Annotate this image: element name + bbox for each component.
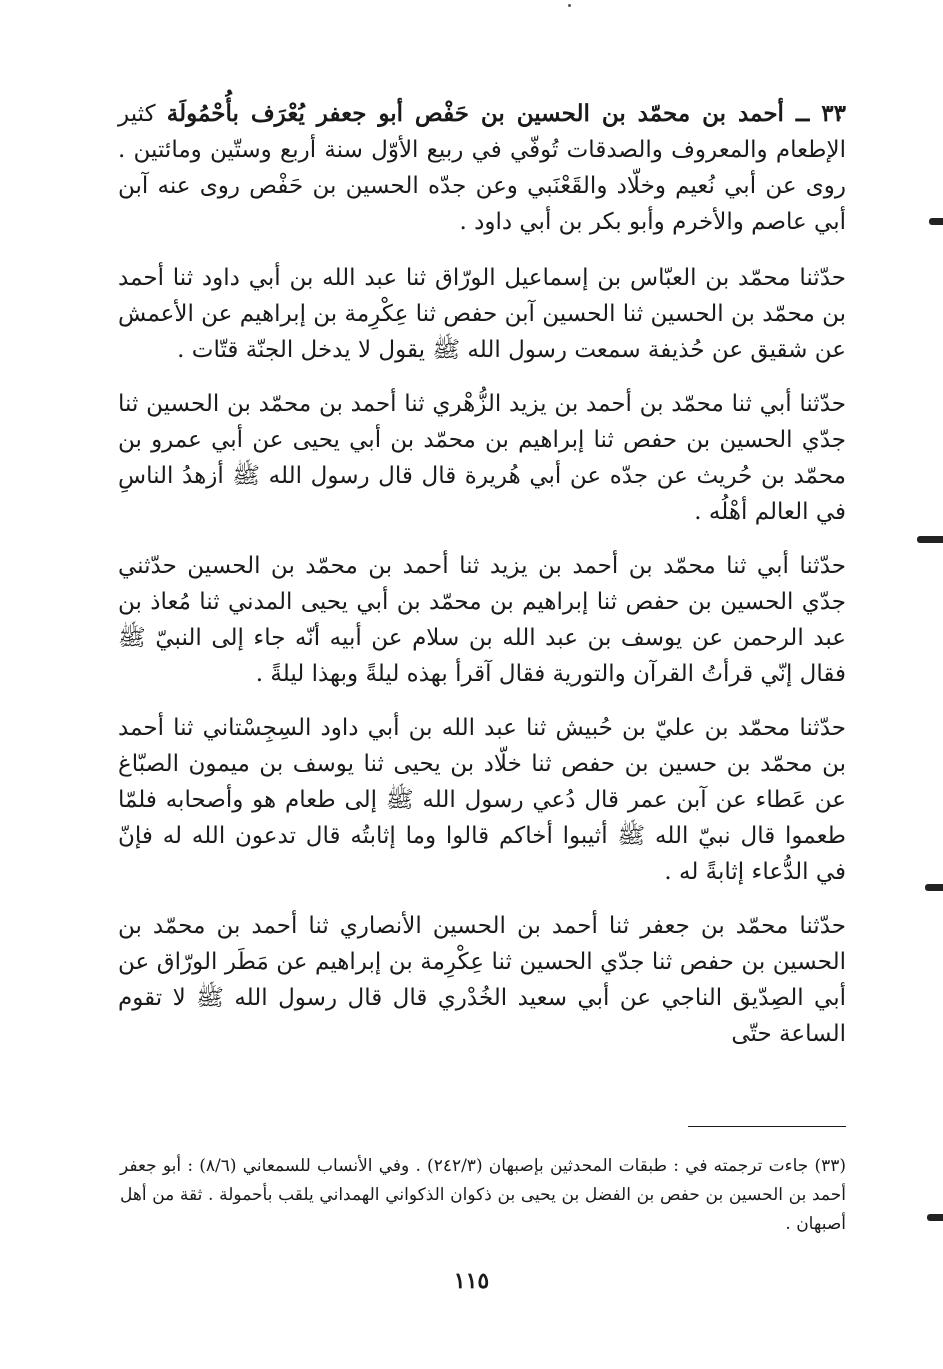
hadith-paragraph-4: حدّثنا محمّد بن عليّ بن حُبيش ثنا عبد الله بن أبي داود السِجِسْتاني ثنا أحمد بن محمّد بن حسين بن حفص ثنا خلّاد بن يحيى ثنا يوسف بن ميمون الصبّاغ عن عَطاء عن آبن عمر قال دُعي رسول الله ﷺ إلى طعام هو وأصحابه فلمّا طعموا قال نبيّ الله ﷺ أثيبوا أخاكم قالوا وما إثابتُه قال تدعون الله له فإنّ في الدُّعاء إثابةً له . xyxy=(118,715,846,885)
scan-edge-mark xyxy=(925,884,943,891)
page-number: ١١٥ xyxy=(453,1268,490,1294)
footnote: (٣٣) جاءت ترجمته في : طبقات المحدثين بإصبهان (٢٤٢/٣) . وفي الأنساب للسمعاني (٨/٦) : أبو جعفر أحمد بن الحسين بن حفص بن الفضل بن يحيى بن ذكوان الذكواني الهمداني يلقب بأحمولة . ثقة من أهل أصبهان . xyxy=(120,1156,847,1234)
hadith-paragraph-3: حدّثنا أبي ثنا محمّد بن أحمد بن يزيد ثنا أحمد بن محمّد بن الحسين حدّثني جدّي الحسين بن حفص ثنا إبراهيم بن محمّد بن أبي يحيى المدني ثنا مُعاذ بن عبد الرحمن عن يوسف بن عبد الله بن سلام عن أبيه أنّه جاء إلى النبيّ ﷺ فقال إنّي قرأتُ القرآن والتورية فقال آقرأ بهذه ليلةً وبهذا ليلةً . xyxy=(118,553,846,687)
footnote-separator xyxy=(688,1126,846,1127)
hadith-paragraph-2: حدّثنا أبي ثنا محمّد بن أحمد بن يزيد الزُّهْري ثنا أحمد بن محمّد بن الحسين ثنا جدّي الحسين بن حفص ثنا إبراهيم بن محمّد بن أبي يحيى عن أبي عمرو بن محمّد بن حُريث عن جدّه عن أبي هُريرة قال قال رسول الله ﷺ أزهدُ الناسِ في العالم أهْلُه . xyxy=(118,391,846,525)
main-text xyxy=(118,96,846,1070)
scan-edge-mark xyxy=(927,1214,943,1221)
entry-body: كثير الإطعام والمعروف والصدقات تُوفّي في ربيع الأوّل سنة أربع وستّين ومائتين . روى عن أبي نُعيم وخلّاد والقَعْنَبي وعن جدّه الحسين بن حَفْص روى عنه آبن أبي عاصم والأخرم وأبو بكر بن أبي داود . xyxy=(118,101,846,235)
hadith-paragraph-5: حدّثنا محمّد بن جعفر ثنا أحمد بن الحسين الأنصاري ثنا أحمد بن محمّد بن الحسين بن حفص ثنا جدّي الحسين ثنا عِكْرِمة بن إبراهيم عن مَطَر الورّاق عن أبي الصِدّيق الناجي عن أبي سعيد الخُدْري قال قال رسول الله ﷺ لا تقوم الساعة حتّى xyxy=(118,913,846,1047)
scan-edge-mark xyxy=(917,536,943,543)
scan-speck xyxy=(568,4,571,7)
entry-heading: ٣٣ ــ أحمد بن محمّد بن الحسين بن حَفْص أبو جعفر يُعْرَف بأُحْمُولَة xyxy=(166,100,846,127)
scan-edge-mark xyxy=(929,218,943,225)
entry-paragraph xyxy=(118,96,846,240)
hadith-paragraph-1: حدّثنا محمّد بن العبّاس بن إسماعيل الورّاق ثنا عبد الله بن أبي داود ثنا أحمد بن محمّد بن الحسين ثنا الحسين آبن حفص ثنا عِكْرِمة بن إبراهيم عن الأعمش عن شقيق عن حُذيفة سمعت رسول الله ﷺ يقول لا يدخل الجنّة قتّات . xyxy=(118,265,846,363)
